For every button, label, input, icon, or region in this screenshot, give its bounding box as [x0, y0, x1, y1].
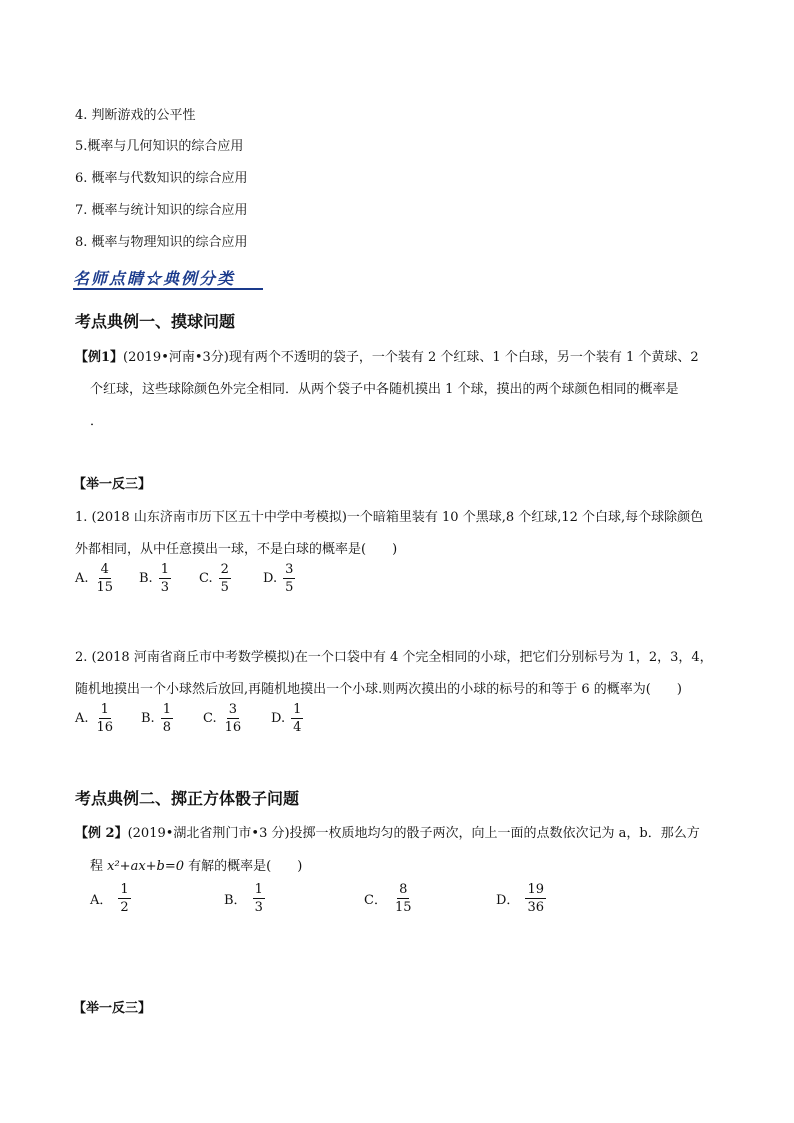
equation: x²+ax+b=0	[107, 859, 185, 874]
example2-text-line1: (2019•湖北省荆门市•3 分)投掷一枚质地均匀的骰子两次，向上一面的点数依次记为 a，b．那么方	[127, 826, 700, 841]
fraction: $\frac{8}{15}$	[394, 882, 412, 915]
list-item-6: 6. 概率与代数知识的综合应用	[75, 171, 248, 186]
fraction: $\frac{19}{36}$	[527, 882, 544, 915]
example2-line2: 程 x²+ax+b=0 有解的概率是( )	[90, 859, 303, 874]
fraction: $\frac{1}{8}$	[162, 702, 171, 735]
fraction: $\frac{2}{5}$	[220, 562, 229, 595]
example2-option-a: A． $\frac{1}{2}$	[90, 882, 129, 915]
fraction: $\frac{3}{5}$	[285, 562, 294, 595]
q2-option-c: C. $\frac{3}{16}$	[203, 702, 242, 735]
q2-options	[75, 703, 305, 734]
example1-line1	[75, 346, 699, 365]
q2-line2: 随机地摸出一个小球然后放回,再随机地摸出一个小球.则两次摸出的小球的标号的和等于 6 的概率为( )	[75, 682, 682, 697]
fraction: $\frac{4}{15}$	[96, 562, 114, 595]
fraction: $\frac{1}{16}$	[96, 702, 114, 735]
section2-title: 考点典例二、掷正方体骰子问题	[75, 789, 300, 808]
list-item-7: 7. 概率与统计知识的综合应用	[75, 203, 248, 218]
example1-line3: ．	[90, 414, 104, 429]
practice1-title: 【举一反三】	[73, 477, 152, 492]
brand-title: 名师点睛☆典例分类	[73, 269, 236, 288]
practice2-title: 【举一反三】	[73, 1001, 152, 1016]
q1-option-c: C. $\frac{2}{5}$	[199, 562, 229, 595]
fraction: $\frac{1}{3}$	[160, 562, 169, 595]
section1-title: 考点典例一、摸球问题	[75, 312, 236, 331]
fraction: $\frac{1}{2}$	[120, 882, 129, 915]
example2-line1	[75, 822, 700, 841]
q1-line1: 1. (2018 山东济南市历下区五十中学中考模拟)一个暗箱里装有 10 个黑球,8 个红球,12 个白球,每个球除颜色	[75, 510, 704, 525]
example2-option-b: B． $\frac{1}{3}$	[224, 882, 263, 915]
q2-line1: 2. (2018 河南省商丘市中考数学模拟)在一个口袋中有 4 个完全相同的小球，把它们分别标号为 1，2，3，4，	[75, 650, 713, 665]
example2-options	[90, 883, 548, 914]
brand-title-underline	[73, 288, 263, 290]
example1-text-line1: (2019•河南•3分)现有两个不透明的袋子，一个装有 2 个红球、1 个白球，另一个装有 1 个黄球、2	[123, 350, 699, 365]
q1-options	[75, 563, 297, 594]
list-item-4: 4. 判断游戏的公平性	[75, 108, 196, 123]
q2-option-a: A. $\frac{1}{16}$	[75, 702, 114, 735]
example2-option-d: D． $\frac{19}{36}$	[496, 882, 544, 915]
example1-line2: 个红球，这些球除颜色外完全相同．从两个袋子中各随机摸出 1 个球，摸出的两个球颜色相同的概率是	[90, 382, 679, 397]
q2-option-b: B. $\frac{1}{8}$	[141, 702, 171, 735]
fraction: $\frac{3}{16}$	[224, 702, 242, 735]
fraction: $\frac{1}{4}$	[293, 702, 302, 735]
q1-line2: 外都相同，从中任意摸出一球，不是白球的概率是( )	[75, 542, 398, 557]
list-item-8: 8. 概率与物理知识的综合应用	[75, 235, 248, 250]
q1-option-b: B. $\frac{1}{3}$	[139, 562, 169, 595]
fraction: $\frac{1}{3}$	[254, 882, 263, 915]
q1-option-a: A. $\frac{4}{15}$	[75, 562, 114, 595]
q2-option-d: D. $\frac{1}{4}$	[271, 702, 302, 735]
list-item-5: 5.概率与几何知识的综合应用	[75, 139, 244, 154]
example1-label: 【例1】	[75, 350, 124, 365]
q1-option-d: D. $\frac{3}{5}$	[263, 562, 294, 595]
example2-label: 【例 2】	[75, 826, 128, 841]
example2-option-c: C． $\frac{8}{15}$	[364, 882, 412, 915]
